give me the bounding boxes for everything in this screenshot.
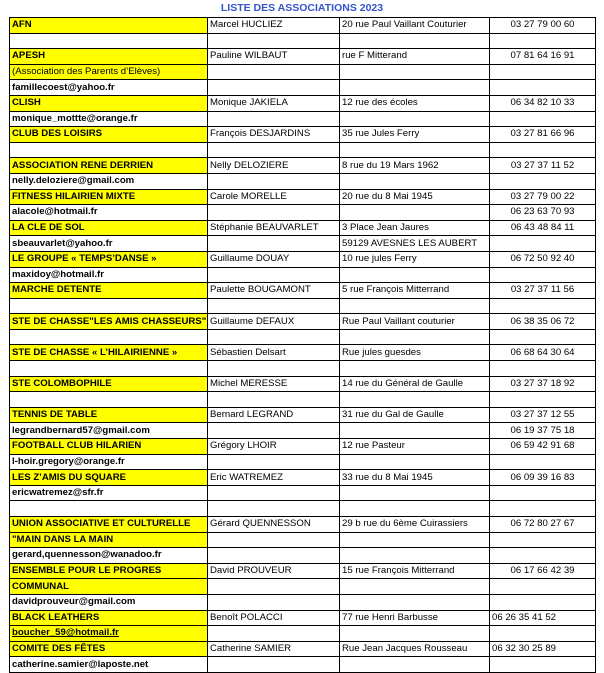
table-row bbox=[10, 407, 596, 423]
email-link[interactable] bbox=[10, 626, 208, 642]
email-link[interactable] bbox=[10, 594, 208, 610]
empty-cell bbox=[340, 329, 490, 345]
address: 59129 AVESNES LES AUBERT bbox=[340, 236, 490, 252]
empty-cell bbox=[490, 454, 596, 470]
phone-number: 03 27 81 66 96 bbox=[490, 127, 596, 143]
address: 3 Place Jean Jaures bbox=[340, 220, 490, 236]
empty-cell bbox=[340, 392, 490, 408]
empty-cell bbox=[490, 236, 596, 252]
association-name: STE DE CHASSE « L’HILAIRIENNE » bbox=[10, 345, 208, 361]
email-text[interactable]: gerard,quennesson@wanadoo.fr bbox=[12, 549, 162, 561]
address: 5 rue François Mitterrand bbox=[340, 283, 490, 299]
table-row bbox=[10, 267, 596, 283]
association-name: COMITE DES FÊTES bbox=[10, 641, 208, 657]
email-link[interactable] bbox=[10, 173, 208, 189]
table-row bbox=[10, 18, 596, 34]
contact-name: Sébastien Delsart bbox=[208, 345, 340, 361]
table-row bbox=[10, 329, 596, 345]
empty-cell bbox=[340, 111, 490, 127]
association-name: LE GROUPE « TEMPS’DANSE » bbox=[10, 251, 208, 267]
phone-number bbox=[490, 532, 596, 548]
contact-name: Catherine SAMIER bbox=[208, 641, 340, 657]
empty-cell bbox=[340, 173, 490, 189]
address bbox=[340, 532, 490, 548]
address: 12 rue des écoles bbox=[340, 95, 490, 111]
table-row bbox=[10, 189, 596, 205]
empty-cell bbox=[340, 454, 490, 470]
empty-cell bbox=[208, 423, 340, 439]
address: 8 rue du 19 Mars 1962 bbox=[340, 158, 490, 174]
table-row bbox=[10, 283, 596, 299]
empty-cell bbox=[208, 236, 340, 252]
empty-cell bbox=[340, 361, 490, 377]
table-row bbox=[10, 111, 596, 127]
empty-cell bbox=[340, 423, 490, 439]
association-note: (Association des Parents d’Elèves) bbox=[10, 64, 208, 80]
email-text[interactable]: nelly.deloziere@gmail.com bbox=[12, 175, 135, 187]
contact-name: Grégory LHOIR bbox=[208, 439, 340, 455]
empty-cell bbox=[208, 33, 340, 49]
table-row bbox=[10, 205, 596, 221]
contact-name: Monique JAKIELA bbox=[208, 95, 340, 111]
empty-cell bbox=[340, 64, 490, 80]
table-row bbox=[10, 392, 596, 408]
association-name: UNION ASSOCIATIVE ET CULTURELLE bbox=[10, 517, 208, 533]
association-name: STE COLOMBOPHILE bbox=[10, 376, 208, 392]
empty-cell bbox=[490, 657, 596, 673]
table-row bbox=[10, 594, 596, 610]
table-row bbox=[10, 563, 596, 579]
empty-cell bbox=[208, 361, 340, 377]
contact-name: Pauline WILBAUT bbox=[208, 49, 340, 65]
table-row bbox=[10, 33, 596, 49]
empty-cell bbox=[490, 142, 596, 158]
association-name: ASSOCIATION RENE DERRIEN bbox=[10, 158, 208, 174]
address: Rue jules guesdes bbox=[340, 345, 490, 361]
page-title: LISTE DES ASSOCIATIONS 2023 bbox=[220, 2, 384, 14]
phone-number: 06 26 35 41 52 bbox=[490, 610, 596, 626]
email-link[interactable] bbox=[10, 205, 208, 221]
phone-number: 03 27 79 00 22 bbox=[490, 189, 596, 205]
empty-cell bbox=[10, 298, 208, 314]
contact-name: Guillaume DOUAY bbox=[208, 251, 340, 267]
table-row bbox=[10, 641, 596, 657]
phone-number: 06 38 35 06 72 bbox=[490, 314, 596, 330]
table-row bbox=[10, 532, 596, 548]
association-name: COMMUNAL bbox=[10, 579, 208, 595]
empty-cell bbox=[208, 501, 340, 517]
empty-cell bbox=[490, 173, 596, 189]
empty-cell bbox=[490, 501, 596, 517]
phone-number: 03 27 37 12 55 bbox=[490, 407, 596, 423]
contact-name: Marcel HUCLIEZ bbox=[208, 18, 340, 34]
association-name: BLACK LEATHERS bbox=[10, 610, 208, 626]
phone-number: 06 34 82 10 33 bbox=[490, 95, 596, 111]
empty-cell bbox=[208, 205, 340, 221]
contact-name: David PROUVEUR bbox=[208, 563, 340, 579]
empty-cell bbox=[208, 64, 340, 80]
empty-cell bbox=[208, 454, 340, 470]
address bbox=[340, 579, 490, 595]
table-row bbox=[10, 80, 596, 96]
email-link[interactable] bbox=[10, 548, 208, 564]
association-name: STE DE CHASSE"LES AMIS CHASSEURS" bbox=[10, 314, 208, 330]
phone-number: 06 09 39 16 83 bbox=[490, 470, 596, 486]
contact-name bbox=[208, 532, 340, 548]
contact-name: Nelly DELOZIERE bbox=[208, 158, 340, 174]
table-row bbox=[10, 361, 596, 377]
association-name: CLISH bbox=[10, 95, 208, 111]
association-name: "MAIN DANS LA MAIN bbox=[10, 532, 208, 548]
address: 29 b rue du 6ème Cuirassiers bbox=[340, 517, 490, 533]
table-row bbox=[10, 158, 596, 174]
address: Rue Paul Vaillant couturier bbox=[340, 314, 490, 330]
email-link[interactable] bbox=[10, 454, 208, 470]
address: 20 rue du 8 Mai 1945 bbox=[340, 189, 490, 205]
association-name: FITNESS HILAIRIEN MIXTE bbox=[10, 189, 208, 205]
email-text[interactable]: l-hoir.gregory@orange.fr bbox=[12, 455, 125, 467]
email-link[interactable] bbox=[10, 80, 208, 96]
empty-cell bbox=[208, 548, 340, 564]
empty-cell bbox=[208, 173, 340, 189]
association-name: TENNIS DE TABLE bbox=[10, 407, 208, 423]
email-link[interactable] bbox=[10, 423, 208, 439]
table-row bbox=[10, 127, 596, 143]
email-text[interactable]: ericwatremez@sfr.fr bbox=[12, 487, 104, 499]
email-text[interactable]: famillecoest@yahoo.fr bbox=[12, 81, 115, 93]
empty-cell bbox=[340, 267, 490, 283]
phone-number: 03 27 79 00 60 bbox=[490, 18, 596, 34]
email-text[interactable]: legrandbernard57@gmail.com bbox=[12, 424, 150, 436]
empty-cell bbox=[10, 392, 208, 408]
table-row bbox=[10, 579, 596, 595]
contact-name: Carole MORELLE bbox=[208, 189, 340, 205]
table-row bbox=[10, 173, 596, 189]
empty-cell bbox=[208, 594, 340, 610]
association-name: AFN bbox=[10, 18, 208, 34]
association-name: CLUB DES LOISIRS bbox=[10, 127, 208, 143]
empty-cell bbox=[208, 267, 340, 283]
address: 31 rue du Gal de Gaulle bbox=[340, 407, 490, 423]
phone-number: 06 19 37 75 18 bbox=[490, 423, 596, 439]
address: 35 rue Jules Ferry bbox=[340, 127, 490, 143]
table-row bbox=[10, 501, 596, 517]
address: 15 rue François Mitterrand bbox=[340, 563, 490, 579]
email-text[interactable]: catherine.samier@laposte.net bbox=[12, 658, 149, 670]
empty-cell bbox=[490, 64, 596, 80]
contact-name: Guillaume DEFAUX bbox=[208, 314, 340, 330]
empty-cell bbox=[340, 298, 490, 314]
phone-number: 06 72 80 27 67 bbox=[490, 517, 596, 533]
empty-cell bbox=[208, 80, 340, 96]
association-name: FOOTBALL CLUB HILARIEN bbox=[10, 439, 208, 455]
email-link[interactable] bbox=[10, 267, 208, 283]
association-name: LA CLE DE SOL bbox=[10, 220, 208, 236]
phone-number: 06 72 50 92 40 bbox=[490, 251, 596, 267]
table-row bbox=[10, 626, 596, 642]
address: 77 rue Henri Barbusse bbox=[340, 610, 490, 626]
empty-cell bbox=[340, 626, 490, 642]
phone-number bbox=[490, 579, 596, 595]
empty-cell bbox=[490, 298, 596, 314]
table-row bbox=[10, 49, 596, 65]
empty-cell bbox=[340, 594, 490, 610]
phone-number: 06 59 42 91 68 bbox=[490, 439, 596, 455]
address: 10 rue jules Ferry bbox=[340, 251, 490, 267]
empty-cell bbox=[208, 392, 340, 408]
phone-number: 03 27 37 18 92 bbox=[490, 376, 596, 392]
association-name: MARCHE DETENTE bbox=[10, 283, 208, 299]
table-row bbox=[10, 95, 596, 111]
associations-table-body bbox=[10, 18, 596, 673]
empty-cell bbox=[490, 329, 596, 345]
email-link[interactable] bbox=[10, 236, 208, 252]
contact-name: Stéphanie BEAUVARLET bbox=[208, 220, 340, 236]
empty-cell bbox=[10, 361, 208, 377]
empty-cell bbox=[340, 657, 490, 673]
contact-name: Eric WATREMEZ bbox=[208, 470, 340, 486]
email-text[interactable]: alacole@hotmail.fr bbox=[12, 206, 98, 218]
contact-name: Gérard QUENNESSON bbox=[208, 517, 340, 533]
table-row bbox=[10, 314, 596, 330]
email-link[interactable] bbox=[10, 657, 208, 673]
table-row bbox=[10, 345, 596, 361]
table-row bbox=[10, 485, 596, 501]
email-text[interactable]: monique_mottte@orange.fr bbox=[12, 112, 138, 124]
empty-cell bbox=[490, 392, 596, 408]
empty-cell bbox=[490, 361, 596, 377]
address: rue F Mitterand bbox=[340, 49, 490, 65]
association-name: ENSEMBLE POUR LE PROGRES bbox=[10, 563, 208, 579]
contact-name: Michel MERESSE bbox=[208, 376, 340, 392]
empty-cell bbox=[10, 33, 208, 49]
associations-table bbox=[9, 17, 596, 673]
empty-cell bbox=[490, 626, 596, 642]
phone-number: 07 81 64 16 91 bbox=[490, 49, 596, 65]
contact-name: Bernard LEGRAND bbox=[208, 407, 340, 423]
table-row bbox=[10, 610, 596, 626]
empty-cell bbox=[10, 501, 208, 517]
association-name: APESH bbox=[10, 49, 208, 65]
empty-cell bbox=[208, 626, 340, 642]
empty-cell bbox=[208, 485, 340, 501]
table-row bbox=[10, 454, 596, 470]
empty-cell bbox=[208, 111, 340, 127]
empty-cell bbox=[490, 267, 596, 283]
table-row bbox=[10, 548, 596, 564]
table-row bbox=[10, 376, 596, 392]
address: Rue Jean Jacques Rousseau bbox=[340, 641, 490, 657]
email-text[interactable]: davidprouveur@gmail.com bbox=[12, 596, 136, 608]
empty-cell bbox=[340, 142, 490, 158]
empty-cell bbox=[340, 548, 490, 564]
table-row bbox=[10, 142, 596, 158]
empty-cell bbox=[208, 329, 340, 345]
email-link[interactable] bbox=[10, 111, 208, 127]
empty-cell bbox=[490, 594, 596, 610]
contact-name: François DESJARDINS bbox=[208, 127, 340, 143]
phone-number: 06 43 48 84 11 bbox=[490, 220, 596, 236]
empty-cell bbox=[490, 485, 596, 501]
phone-number: 06 32 30 25 89 bbox=[490, 641, 596, 657]
empty-cell bbox=[10, 329, 208, 345]
email-link[interactable] bbox=[10, 485, 208, 501]
phone-number: 06 68 64 30 64 bbox=[490, 345, 596, 361]
table-row bbox=[10, 470, 596, 486]
empty-cell bbox=[208, 298, 340, 314]
email-text[interactable]: maxidoy@hotmail.fr bbox=[12, 268, 104, 280]
empty-cell bbox=[490, 548, 596, 564]
empty-cell bbox=[490, 111, 596, 127]
contact-name bbox=[208, 579, 340, 595]
email-text[interactable]: sbeauvarlet@yahoo.fr bbox=[12, 237, 113, 249]
association-name: LES Z’AMIS DU SQUARE bbox=[10, 470, 208, 486]
table-row bbox=[10, 236, 596, 252]
table-row bbox=[10, 64, 596, 80]
table-row bbox=[10, 439, 596, 455]
phone-number: 06 17 66 42 39 bbox=[490, 563, 596, 579]
phone-number: 03 27 37 11 56 bbox=[490, 283, 596, 299]
table-row bbox=[10, 220, 596, 236]
empty-cell bbox=[208, 142, 340, 158]
empty-cell bbox=[340, 80, 490, 96]
table-row bbox=[10, 298, 596, 314]
address: 33 rue du 8 Mai 1945 bbox=[340, 470, 490, 486]
contact-name: Benoît POLACCI bbox=[208, 610, 340, 626]
empty-cell bbox=[340, 501, 490, 517]
phone-number: 03 27 37 11 52 bbox=[490, 158, 596, 174]
empty-cell bbox=[340, 485, 490, 501]
empty-cell bbox=[10, 142, 208, 158]
table-row bbox=[10, 423, 596, 439]
address: 12 rue Pasteur bbox=[340, 439, 490, 455]
empty-cell bbox=[340, 205, 490, 221]
empty-cell bbox=[490, 80, 596, 96]
phone-number: 06 23 63 70 93 bbox=[490, 205, 596, 221]
address: 14 rue du Général de Gaulle bbox=[340, 376, 490, 392]
empty-cell bbox=[340, 33, 490, 49]
table-row bbox=[10, 657, 596, 673]
table-row bbox=[10, 517, 596, 533]
empty-cell bbox=[490, 33, 596, 49]
table-row bbox=[10, 251, 596, 267]
contact-name: Paulette BOUGAMONT bbox=[208, 283, 340, 299]
address: 20 rue Paul Vaillant Couturier bbox=[340, 18, 490, 34]
empty-cell bbox=[208, 657, 340, 673]
email-text[interactable]: boucher_59@hotmail.fr bbox=[12, 627, 119, 639]
